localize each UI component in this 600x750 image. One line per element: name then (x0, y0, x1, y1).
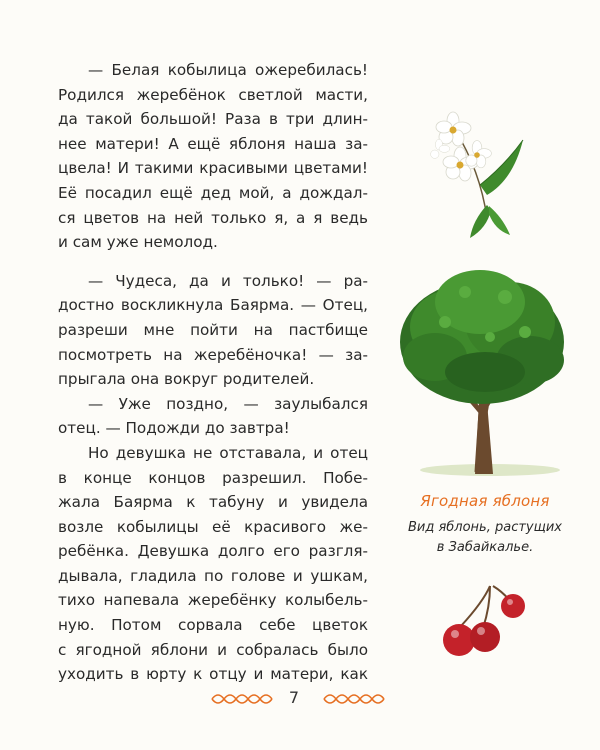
story-line: уходить в юрту к отцу и матери, как (58, 665, 368, 684)
story-line: — Белая кобылица ожеребилась! (88, 61, 368, 79)
story-line: ребёнка. Девушка долго его разгля- (58, 542, 368, 561)
story-line: тихо напевала жеребёнку колыбель- (58, 591, 368, 610)
story-line: Родился жеребёнок светлой масти, (58, 85, 368, 104)
page-footer (0, 688, 600, 714)
caption-title: Ягодная яблоня (420, 492, 550, 510)
caption-description (405, 518, 565, 558)
story-line: разреши мне пойти на пастбище (58, 320, 368, 339)
story-line: дывала, гладила по голове и ушкам, (58, 566, 368, 585)
story-line: Но девушка не отставала, и отец (88, 443, 368, 462)
story-line: ся цветов на ней только я, а я ведь (58, 208, 368, 227)
apple-tree-illustration (395, 262, 570, 480)
story-line: нее матери! А ещё яблоня наша за- (58, 134, 368, 153)
story-line: отец. — Подожди до завтра! (58, 419, 290, 438)
caption-line: в Забайкалье. (436, 540, 534, 555)
berries-illustration (435, 582, 530, 662)
story-line: в конце концов разрешил. Побе- (58, 468, 368, 487)
ornament-border (320, 688, 388, 710)
page-number: 7 (288, 688, 300, 707)
story-line: жала Баярма к табуну и увидела (58, 493, 368, 512)
story-line: цвела! И такими красивыми цветами! (58, 159, 368, 178)
story-text (58, 58, 368, 687)
story-line: — Чудеса, да и только! — ра- (88, 271, 368, 290)
ornament-border (208, 688, 276, 710)
story-line: и сам уже немолод. (58, 233, 218, 252)
story-line: да такой большой! Раза в три длин- (58, 110, 368, 129)
story-line: достно воскликнула Баярма. — Отец, (58, 296, 368, 315)
story-line: возле кобылицы её красивого же- (58, 517, 368, 536)
story-line: посмотреть на жеребёночка! — за- (58, 345, 368, 364)
caption-line: Вид яблонь, растущих (407, 520, 563, 535)
story-line: ную. Потом сорвала себе цветок (58, 616, 368, 635)
story-line: с ягодной яблони и собралась было (58, 640, 368, 659)
story-line: — Уже поздно, — заулыбался (88, 394, 368, 413)
story-line: Её посадил ещё дед мой, а дождал- (58, 183, 368, 202)
apple-blossom-illustration (425, 110, 535, 240)
story-line: прыгала она вокруг родителей. (58, 370, 315, 389)
